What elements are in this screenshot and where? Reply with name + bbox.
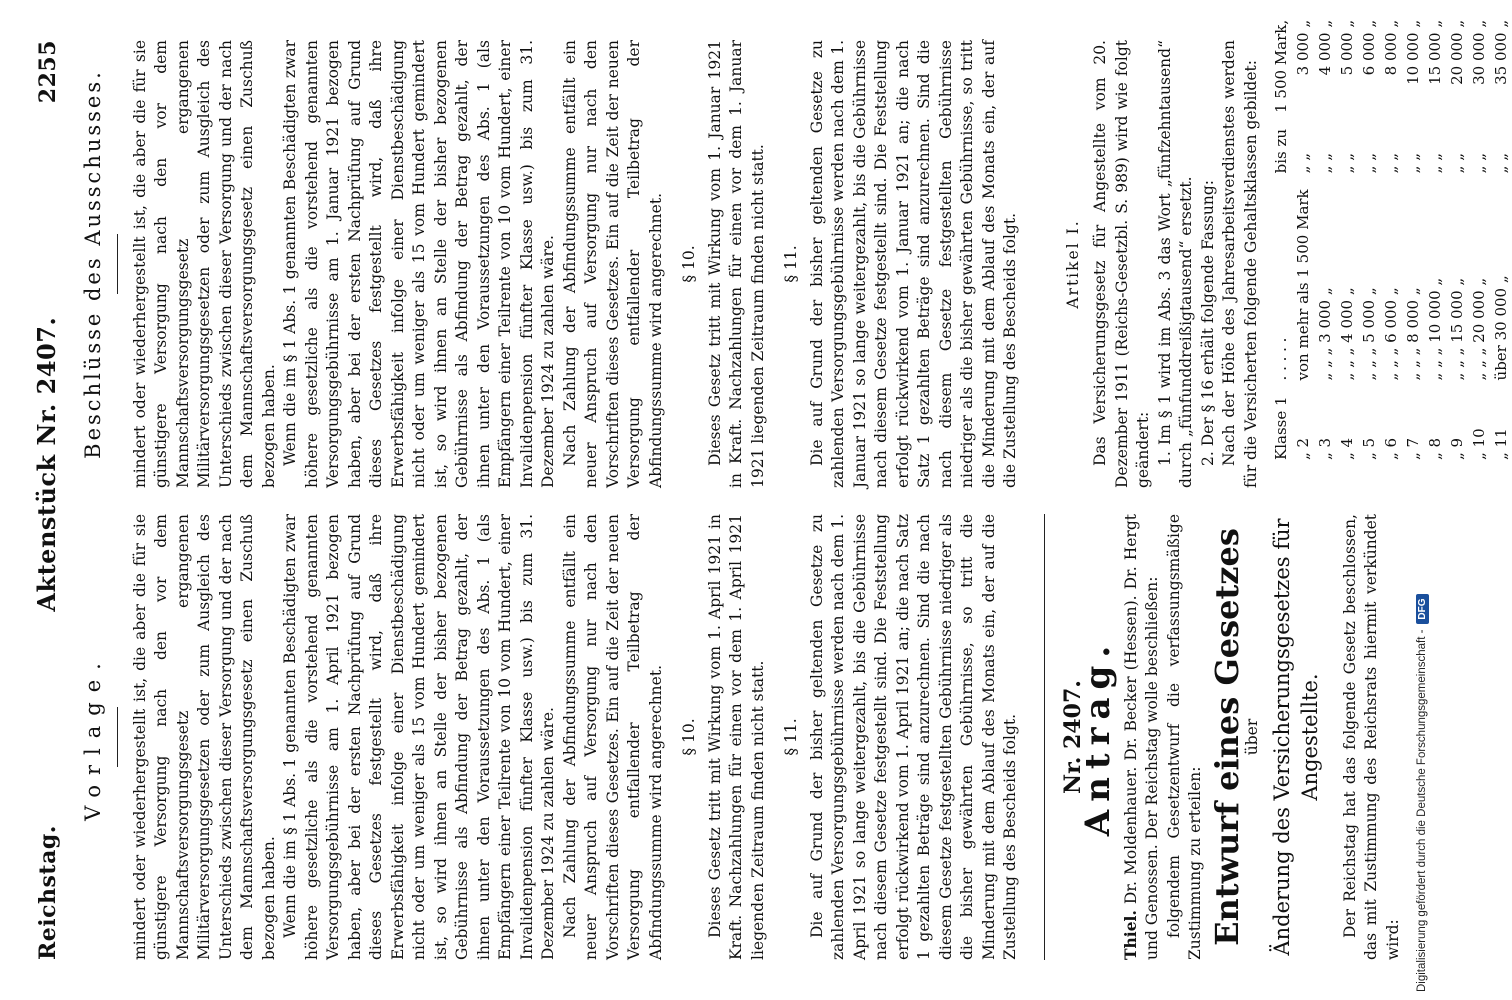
table-cell-to: 4 000 „ [1316,19,1334,76]
table-cell-bis: „ „ [1404,153,1422,174]
table-cell-bis: „ „ [1360,153,1378,174]
table-cell-bis: „ „ [1382,153,1400,174]
table-cell-from: „ „ „ 8 000 „ [1404,287,1422,381]
table-row [1358,12,1380,468]
credit-text: Digitalisierung gefördert durch die Deutsche Forschungsgemeinschaft - [1416,629,1428,992]
table-cell-k: „ 9 [1448,437,1466,460]
header-title: Aktenstück Nr. 2407. [32,316,61,612]
paragraph: Wenn die im § 1 Abs. 1 genannten Beschädigten zwar höhere gesetzliche als die vorstehend genannten Versorgungsgebührnisse am 1. April 1921 bezogen haben, aber bei der ersten Nachprüfung auf Grund dieses Gesetzes festgestellt wird, daß ihre Erwerbsfähigkeit infolge einer Dienstbeschädigung nicht oder um weniger als 15 vom Hundert gemindert ist, so wird ihnen an Stelle der bisher bezogenen Gebührnisse als Abfindung der Betrag gezahlt, der ihnen unter den Voraussetzungen des Abs. 1 (als Empfängern einer Teilrente von 10 vom Hundert, einer Invalidenpension fünfter Klasse usw.) bis zum 31. Dezember 1924 zu zahlen wäre. [281,514,557,960]
table-cell-bis: bis zu [1272,128,1290,174]
beschluss-paragraph: Der Reichstag hat das folgende Gesetz beschlossen, das mit Zustimmung des Reichsrats hiermit verkündet wird: [1340,514,1402,960]
paragraph: Nach Zahlung der Abfindungssumme entfällt ein neuer Anspruch auf Versorgung nur nach den Vorschriften dieses Gesetzes. Ein auf die Zeit der neuen Versorgung entfallender Teilbetrag der Abfindungssumme wird angerechnet. [560,40,665,488]
table-cell-k: Klasse 1 [1272,396,1290,460]
table-cell-to: 3 000 „ [1294,19,1312,76]
paragraph: Das Versicherungsgesetz für Angestellte vom 20. Dezember 1911 (Reichs-Gesetzbl. S. 989) wird wie folgt geändert: [1091,40,1152,488]
table-cell-to: 10 000 „ [1404,19,1422,85]
paragraph: 1. Im § 1 wird im Abs. 3 das Wort „fünfzehntausend“ durch „fünfunddreißigtausend“ ersetzt. [1155,40,1195,488]
paragraph: Dieses Gesetz tritt mit Wirkung vom 1. Januar 1921 in Kraft. Nachzahlungen für einen vor dem 1. Januar 1921 liegenden Zeitraum finden nicht statt. [705,40,767,488]
entwurf-title: Entwurf eines Gesetzes [1207,528,1246,946]
table-cell-to: 1 500 Mark, [1272,19,1290,113]
table-cell-bis: „ „ [1294,153,1312,174]
table-row [1270,12,1292,468]
antrag-number: Nr. 2407. [1059,680,1086,794]
paragraph: Dieses Gesetz tritt mit Wirkung vom 1. April 1921 in Kraft. Nachzahlungen für einen vor dem 1. April 1921 liegenden Zeitraum finden nicht statt. [705,514,767,960]
gehaltsklassen-table [1270,12,1512,468]
table-cell-from: „ „ „ 5 000 „ [1360,287,1378,381]
table-cell-from: . . . . . [1272,337,1290,381]
table-cell-to: 15 000 „ [1426,19,1444,85]
section-heading: § 11. [782,718,800,756]
table-cell-from: „ „ „ 6 000 „ [1382,287,1400,381]
table-cell-from: „ „ „ 10 000 „ [1426,277,1444,381]
table-cell-k: „ 3 [1316,437,1334,460]
page-number: 2255 [35,40,61,104]
paragraph: Wenn die im § 1 Abs. 1 genannten Beschädigten zwar höhere gesetzliche als die vorstehend genannten Versorgungsgebührnisse am 1. Januar 1921 bezogen haben, aber bei der ersten Nachprüfung auf Grund dieses Gesetzes festgestellt wird, daß ihre Erwerbsfähigkeit infolge einer Dienstbeschädigung nicht oder um weniger als 15 vom Hundert gemindert ist, so wird ihnen an Stelle der bisher bezogenen Gebührnisse als Abfindung der Betrag gezahlt, der ihnen unter den Voraussetzungen des Abs. 1 (als Empfängern einer Teilrente von 10 vom Hundert, einer Invalidenpension fünfter Klasse usw.) bis zum 31. Dezember 1924 zu zahlen wäre. [281,40,557,488]
table-cell-from: von mehr als 1 500 Mark [1294,189,1312,381]
title-rule [117,234,118,294]
table-cell-to: 6 000 „ [1360,19,1378,76]
section-heading: § 10. [680,245,698,283]
antrag-paragraph [1120,514,1164,960]
section-heading: § 10. [680,718,698,756]
table-cell-k: „ 2 [1294,437,1312,460]
signatory-name: Thiel. [1120,910,1140,960]
title-rule [117,707,118,767]
table-cell-from: „ „ „ 3 000 „ [1316,287,1334,381]
table-row [1468,12,1490,468]
dfg-credit [1412,8,1432,992]
paragraph: mindert oder wiederhergestellt ist, die aber die für sie günstigere Versorgung nach den vor dem Mannschaftsversorgungsgesetz ergangenen Militärversorgungsgesetzen oder zum Ausgleich des Unterschieds zwischen dieser Versorgung und der nach dem Mannschaftsversorgungsgesetz einen Zuschuß bezogen haben. [130,514,278,960]
ausschuss-title: Beschlüsse des Ausschusses. [81,69,105,459]
left-column [83,514,1512,960]
paragraph: mindert oder wiederhergestellt ist, die aber die für sie günstigere Versorgung nach den vor dem Mannschaftsversorgungsgesetz ergangenen Militärversorgungsgesetzen oder zum Ausgleich des Unterschieds zwischen dieser Versorgung und der nach dem Mannschaftsversorgungsgesetz einen Zuschuß bezogen haben. [130,40,278,488]
table-cell-to: 20 000 „ [1448,19,1466,85]
table-cell-k: „ 11 [1492,428,1510,460]
antrag-text: Dr. Moldenhauer. Dr. Becker (Hessen). Dr. Hergt und Genossen. Der Reichstag wolle beschließen: [1121,514,1161,960]
table-cell-bis: „ „ [1470,153,1488,174]
section-heading: § 11. [782,245,800,283]
header-left: Reichstag. [35,825,61,960]
table-cell-from: „ „ „ 4 000 „ [1338,287,1356,381]
divider [1044,514,1045,960]
table-cell-to: 30 000 „ [1470,19,1488,85]
right-column [81,19,1512,488]
table-cell-bis: „ „ [1448,153,1466,174]
table-cell-k: „ 10 [1470,428,1488,460]
table-cell-k: „ 7 [1404,437,1422,460]
antrag-title: Antrag. [1078,637,1118,837]
paragraph: 2. Der § 16 erhält folgende Fassung: [1198,180,1217,466]
table-cell-k: „ 4 [1338,437,1356,460]
table-row [1446,12,1468,468]
table-cell-to: 8 000 „ [1382,19,1400,76]
paragraph: Die auf Grund der bisher geltenden Gesetze zu zahlenden Versorgungsgebührnisse werden nach dem 1. April 1921 so lange weitergezahlt, bis die Gebührnisse nach diesem Gesetze festgestellt sind. Die Feststellung erfolgt rückwirkend vom 1. April 1921 an; die nach Satz 1 gezahlten Beträge sind anzurechnen. Sind die nach diesem Gesetze festgestellten Gebührnisse niedriger als die bisher gewährten Gebührnisse, so tritt die Minderung mit dem Ablauf des Monats ein, der auf die Zustellung des Bescheids folgt. [807,514,1019,960]
antrag-paragraph: folgendem Gesetzentwurf die verfassungsmäßige Zustimmung zu erteilen: [1164,514,1204,960]
table-cell-from: „ „ „ 15 000 „ [1448,277,1466,381]
paragraph: Nach der Höhe des Jahresarbeitsverdienstes werden für die Versicherten folgende Gehaltsklassen gebildet: [1220,40,1260,488]
table-row [1314,12,1336,468]
table-cell-to: 5 000 „ [1338,19,1356,76]
table-cell-from: über 30 000 „ [1492,275,1510,381]
table-cell-k: „ 6 [1382,437,1400,460]
table-cell-bis: „ „ [1338,153,1356,174]
table-row [1490,12,1512,468]
table-row [1380,12,1402,468]
law-subject: Änderung des Versicherungsgesetzes für Angestellte. [1269,518,1322,956]
page-header [32,40,65,960]
paragraph: Die auf Grund der bisher geltenden Gesetze zu zahlenden Versorgungsgebührnisse werden nach dem 1. Januar 1921 so lange weitergezahlt, bis die Gebührnisse nach diesem Gesetze festgestellt sind. Die Feststellung erfolgt rückwirkend vom 1. Januar 1921 an; die nach Satz 1 gezahlten Beträge sind anzurechnen. Sind die nach diesem Gesetze festgestellten Gebührnisse niedriger als die bisher gewährten Gebührnisse, so tritt die Minderung mit dem Ablauf des Monats ein, der auf die Zustellung des Bescheids folgt. [807,40,1019,488]
ueber-label: über [1243,718,1261,756]
artikel-heading: Artikel I. [1063,219,1082,309]
paragraph: Nach Zahlung der Abfindungssumme entfällt ein neuer Anspruch auf Versorgung nur nach den Vorschriften dieses Gesetzes. Ein auf die Zeit der neuen Versorgung entfallender Teilbetrag der Abfindungssumme wird angerechnet. [560,514,665,960]
table-cell-bis: „ „ [1492,153,1510,174]
dfg-logo: DFG [1416,594,1429,623]
vorlage-title: Vorlage. [81,653,105,821]
table-cell-bis: „ „ [1316,153,1334,174]
table-cell-k: „ 5 [1360,437,1378,460]
table-row [1336,12,1358,468]
table-cell-bis: „ „ [1426,153,1444,174]
table-row [1292,12,1314,468]
table-cell-from: „ „ „ 20 000 „ [1470,277,1488,381]
table-cell-k: „ 8 [1426,437,1444,460]
table-cell-to: 35 000 „ [1492,19,1510,85]
